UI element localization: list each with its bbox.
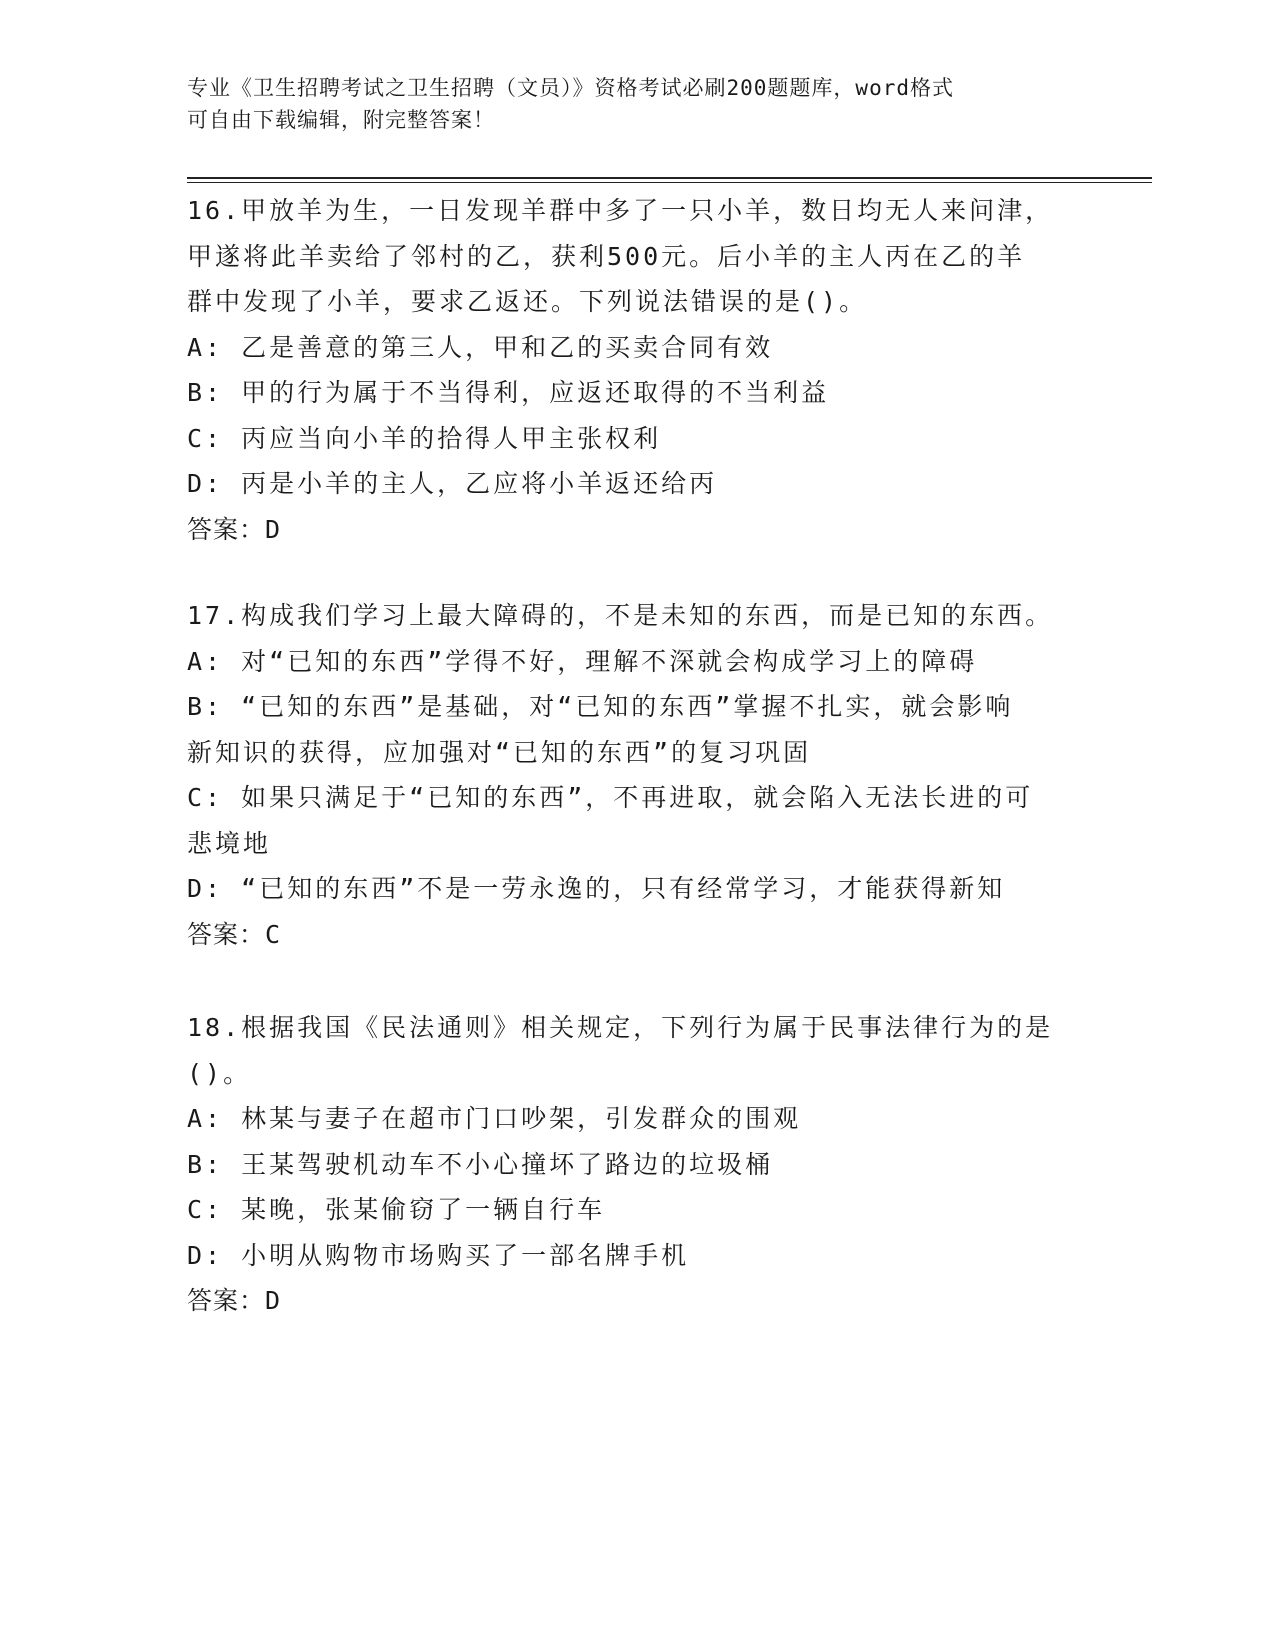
question-stem-line: 群中发现了小羊，要求乙返还。下列说法错误的是()。 — [187, 287, 868, 316]
answer-line — [187, 912, 1087, 958]
question-18 — [187, 1005, 1087, 1324]
header-divider-thick — [187, 177, 1152, 179]
answer-value: C — [265, 919, 282, 949]
option-c: C: 如果只满足于“已知的东西”，不再进取，就会陷入无法长进的可 — [187, 783, 1034, 812]
option-a: A: 对“已知的东西”学得不好，理解不深就会构成学习上的障碍 — [187, 646, 978, 676]
answer-label: 答案： — [187, 514, 266, 544]
option-c: C: 丙应当向小羊的拾得人甲主张权利 — [187, 423, 662, 453]
option-b: B: 甲的行为属于不当得利，应返还取得的不当利益 — [187, 378, 830, 407]
question-17 — [187, 593, 1087, 957]
option-d: D: 小明从购物市场购买了一部名牌手机 — [187, 1240, 690, 1270]
header-divider-thin — [187, 182, 1152, 183]
option-a: A: 乙是善意的第三人，甲和乙的买卖合同有效 — [187, 332, 774, 362]
option-b: B: 王某驾驶机动车不小心撞坏了路边的垃圾桶 — [187, 1149, 774, 1179]
answer-value: D — [265, 514, 282, 544]
question-stem-line: 17.构成我们学习上最大障碍的，不是未知的东西，而是已知的东西。 — [187, 601, 1054, 630]
question-stem-line: 18.根据我国《民法通则》相关规定，下列行为属于民事法律行为的是 — [187, 1013, 1054, 1042]
option-c: C: 某晚，张某偷窃了一辆自行车 — [187, 1195, 606, 1224]
question-stem-line: 16.甲放羊为生，一日发现羊群中多了一只小羊，数日均无人来问津， — [187, 196, 1054, 225]
document-header — [187, 72, 1067, 136]
question-16 — [187, 188, 1087, 552]
option-c-continued: 悲境地 — [187, 828, 272, 858]
header-line-2: 可自由下载编辑，附完整答案！ — [187, 108, 495, 132]
option-d: D: 丙是小羊的主人，乙应将小羊返还给丙 — [187, 469, 718, 498]
answer-value: D — [265, 1286, 282, 1315]
question-stem-line: ()。 — [187, 1058, 252, 1088]
option-d: D: “已知的东西”不是一劳永逸的，只有经常学习，才能获得新知 — [187, 874, 1006, 903]
option-a: A: 林某与妻子在超市门口吵架，引发群众的围观 — [187, 1104, 802, 1133]
option-b: B: “已知的东西”是基础，对“已知的东西”掌握不扎实，就会影响 — [187, 692, 1014, 721]
option-b-continued: 新知识的获得，应加强对“已知的东西”的复习巩固 — [187, 737, 812, 767]
answer-line — [187, 1278, 1087, 1324]
answer-line — [187, 507, 1087, 553]
header-line-1: 专业《卫生招聘考试之卫生招聘（文员）》资格考试必刷200题题库，word格式 — [187, 76, 954, 100]
answer-label: 答案： — [187, 1286, 266, 1315]
question-stem-line: 甲遂将此羊卖给了邻村的乙，获利500元。后小羊的主人丙在乙的羊 — [187, 241, 1026, 271]
answer-label: 答案： — [187, 919, 266, 949]
